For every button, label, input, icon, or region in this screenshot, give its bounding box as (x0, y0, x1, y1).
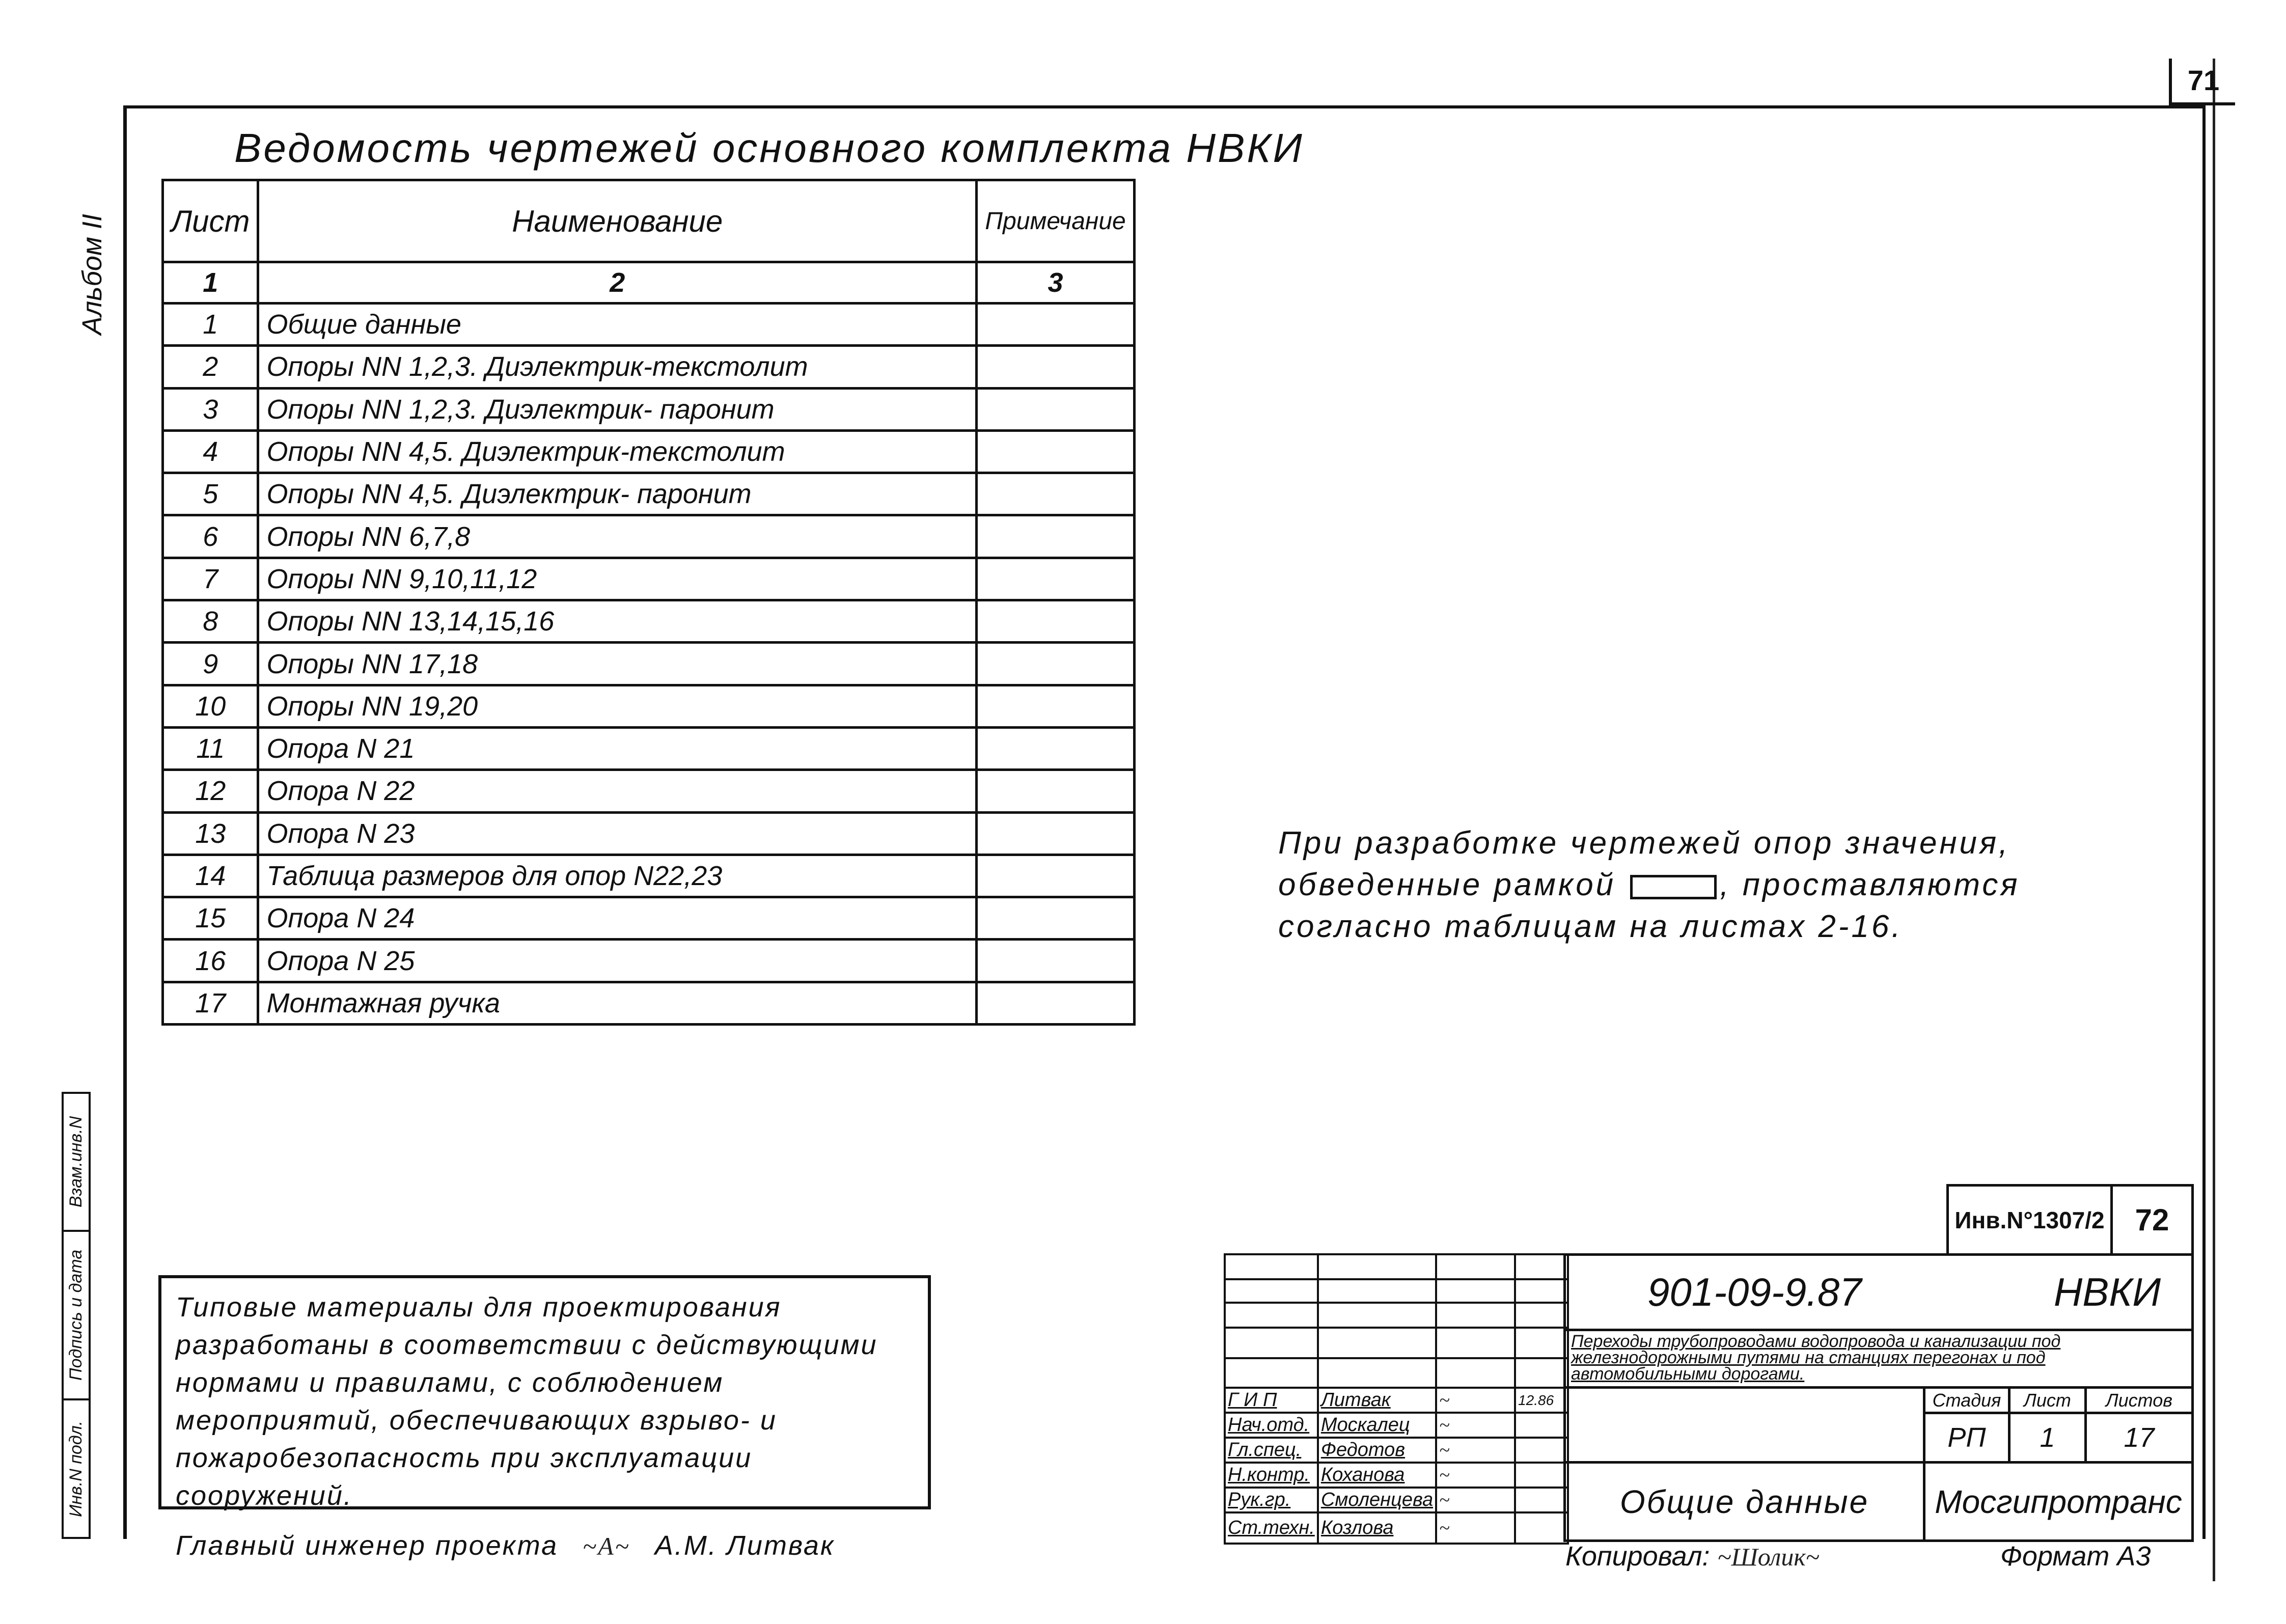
inventory-page: 72 (2110, 1184, 2194, 1256)
grid-cell (1225, 1279, 1318, 1303)
sheet-name: Опоры NN 17,18 (258, 643, 977, 685)
sheet-note (977, 685, 1135, 727)
header-sheet: Лист (163, 180, 258, 262)
sheet-number: 13 (163, 812, 258, 855)
note-fragment: , проставляются (1720, 867, 2020, 902)
col-number: 1 (163, 262, 258, 304)
sheet-note (977, 304, 1135, 346)
strip-signature: Подпись и дата (62, 1230, 91, 1400)
organization: Мосгипротранс (1923, 1461, 2194, 1542)
grid-cell (1318, 1254, 1436, 1279)
sheet-note (977, 430, 1135, 473)
grid-cell (1436, 1254, 1515, 1279)
signature: ~ (1436, 1488, 1515, 1512)
date (1515, 1413, 1568, 1438)
drawings-table (161, 179, 1136, 1026)
header-note: Примечание (977, 180, 1135, 262)
grid-cell (1515, 1328, 1568, 1358)
sheet-number: 3 (163, 388, 258, 430)
grid-cell (1436, 1279, 1515, 1303)
sheet-name: Опоры NN 9,10,11,12 (258, 558, 977, 600)
statement-box (158, 1275, 931, 1561)
role: Нач.отд. (1225, 1413, 1318, 1438)
signatory-row (1225, 1488, 1568, 1512)
sheet-number: 16 (163, 940, 258, 982)
org-code: НВКИ (2053, 1270, 2161, 1314)
date: 12.86 (1515, 1388, 1568, 1413)
signature: ~ (1436, 1413, 1515, 1438)
grid-row (1225, 1254, 1568, 1279)
sheet-note (977, 515, 1135, 558)
sheet-name: Таблица размеров для опор N22,23 (258, 855, 977, 897)
sheet-number: 1 (163, 304, 258, 346)
page-title: Ведомость чертежей основного комплекта НВКИ (234, 125, 1304, 171)
date (1515, 1438, 1568, 1463)
stage-label: Стадия (1923, 1386, 2010, 1414)
signature: ~A~ (583, 1532, 630, 1560)
sheet-value: 1 (2008, 1412, 2087, 1464)
sheet-number: 9 (163, 643, 258, 685)
sheet-name: Опора N 22 (258, 770, 977, 812)
sheet-title: Общие данные (1563, 1461, 1925, 1542)
table-row (163, 643, 1135, 685)
document-code: 901-09-9.87 (1647, 1270, 1862, 1314)
sheet-name: Опора N 23 (258, 812, 977, 855)
person-name: Федотов (1318, 1438, 1436, 1463)
grid-cell (1515, 1279, 1568, 1303)
grid-row (1225, 1358, 1568, 1388)
sheet-number: 12 (163, 770, 258, 812)
sheet-number: 5 (163, 473, 258, 515)
header-name: Наименование (258, 180, 977, 262)
table-row (163, 346, 1135, 388)
grid-cell (1515, 1254, 1568, 1279)
sheet-name: Опоры NN 1,2,3. Диэлектрик- паронит (258, 388, 977, 430)
copied-by (1565, 1540, 1820, 1572)
sheet-note (977, 855, 1135, 897)
sheet-number: 17 (163, 982, 258, 1024)
table-row (163, 855, 1135, 897)
date (1515, 1488, 1568, 1512)
table-row (163, 727, 1135, 769)
table-row (163, 940, 1135, 982)
sheet-name: Опоры NN 4,5. Диэлектрик-текстолит (258, 430, 977, 473)
signatory-row (1225, 1512, 1568, 1544)
table-row (163, 600, 1135, 643)
sheet-note (977, 388, 1135, 430)
sheet-note (977, 982, 1135, 1024)
person-name: Смоленцева (1318, 1488, 1436, 1512)
date (1515, 1512, 1568, 1544)
sheet-label: Лист (2008, 1386, 2087, 1414)
sheet-name: Опора N 21 (258, 727, 977, 769)
sheet-note (977, 812, 1135, 855)
grid-cell (1436, 1303, 1515, 1328)
sheet-number: 8 (163, 600, 258, 643)
grid-cell (1515, 1303, 1568, 1328)
table-row (163, 473, 1135, 515)
album-label: Альбом II (77, 214, 107, 335)
statement-text: Типовые материалы для проектирования разработаны в соответствии с действующими нормами и правилами, с соблюдением мероприятий, обеспечивающих взрыво- и пожаробезопасность при эксплуатации сооружений. (176, 1292, 878, 1511)
grid-cell (1436, 1358, 1515, 1388)
grid-cell (1318, 1358, 1436, 1388)
person-name: Коханова (1318, 1463, 1436, 1488)
person-name: Литвак (1318, 1388, 1436, 1413)
person-name: Козлова (1318, 1512, 1436, 1544)
grid-cell (1436, 1328, 1515, 1358)
sheet-note (977, 897, 1135, 940)
grid-cell (1318, 1303, 1436, 1328)
sheet-note (977, 473, 1135, 515)
signature: ~ (1436, 1438, 1515, 1463)
role: Гл.спец. (1225, 1438, 1318, 1463)
table-row (163, 304, 1135, 346)
sheet-number: 10 (163, 685, 258, 727)
signatures-grid (1224, 1253, 1569, 1545)
signer-name: А.М. Литвак (654, 1530, 835, 1561)
table-row (163, 685, 1135, 727)
role: Ст.техн. (1225, 1512, 1318, 1544)
table-header (163, 180, 1135, 262)
grid-cell (1225, 1254, 1318, 1279)
frame-symbol (1630, 875, 1717, 899)
person-name: Москалец (1318, 1413, 1436, 1438)
sheet-name: Опора N 25 (258, 940, 977, 982)
role: Н.контр. (1225, 1463, 1318, 1488)
grid-row (1225, 1303, 1568, 1328)
sheet-note (977, 770, 1135, 812)
grid-cell (1225, 1303, 1318, 1328)
blank-cell (1563, 1386, 1925, 1464)
grid-row (1225, 1328, 1568, 1358)
page-number-top: 71 (2169, 59, 2235, 105)
sheet-number: 2 (163, 346, 258, 388)
signatory-row (1225, 1463, 1568, 1488)
copier-signature: ~Шолик~ (1717, 1543, 1820, 1571)
sheet-note (977, 558, 1135, 600)
sheets-label: Листов (2084, 1386, 2194, 1414)
table-row (163, 558, 1135, 600)
sheet-name: Общие данные (258, 304, 977, 346)
column-numbers (163, 262, 1135, 304)
signatory-row (1225, 1388, 1568, 1413)
sheet-number: 11 (163, 727, 258, 769)
signatory-row (1225, 1413, 1568, 1438)
grid-cell (1318, 1279, 1436, 1303)
signature: ~ (1436, 1463, 1515, 1488)
sheet-name: Опора N 24 (258, 897, 977, 940)
grid-row (1225, 1279, 1568, 1303)
signatory-row (1225, 1438, 1568, 1463)
sheet-number: 15 (163, 897, 258, 940)
table-row (163, 897, 1135, 940)
sheet-number: 4 (163, 430, 258, 473)
sheet-number: 14 (163, 855, 258, 897)
document-code-cell (1563, 1253, 2194, 1331)
role: Рук.гр. (1225, 1488, 1318, 1512)
date (1515, 1463, 1568, 1488)
table-row (163, 770, 1135, 812)
sheet-number: 6 (163, 515, 258, 558)
sheet-name: Опоры NN 1,2,3. Диэлектрик-текстолит (258, 346, 977, 388)
format-label: Формат А3 (2000, 1541, 2151, 1572)
table-row (163, 812, 1135, 855)
sheet-name: Опоры NN 4,5. Диэлектрик- паронит (258, 473, 977, 515)
sheet-name: Опоры NN 19,20 (258, 685, 977, 727)
note-line (1278, 864, 2020, 906)
sheet-name: Опоры NN 6,7,8 (258, 515, 977, 558)
signature: ~ (1436, 1388, 1515, 1413)
grid-cell (1318, 1328, 1436, 1358)
strip-inventory: Инв.N подл. (62, 1398, 91, 1539)
table-row (163, 388, 1135, 430)
signature: ~ (1436, 1512, 1515, 1544)
stage-value: РП (1923, 1412, 2010, 1464)
sheet-note (977, 727, 1135, 769)
sheet-note (977, 940, 1135, 982)
grid-cell (1225, 1358, 1318, 1388)
right-border-line (2213, 59, 2215, 1581)
sheet-note (977, 643, 1135, 685)
note-fragment: обведенные рамкой (1278, 867, 1616, 902)
grid-cell (1515, 1358, 1568, 1388)
strip-replacement: Взам.инв.N (62, 1092, 91, 1232)
signer-label: Главный инженер проекта (176, 1530, 559, 1561)
sheet-name: Опоры NN 13,14,15,16 (258, 600, 977, 643)
sheets-value: 17 (2084, 1412, 2194, 1464)
table-row (163, 982, 1135, 1024)
inventory-number: Инв.N°1307/2 (1946, 1184, 2113, 1256)
table-row (163, 430, 1135, 473)
table-row (163, 515, 1135, 558)
col-number: 3 (977, 262, 1135, 304)
note-text (1278, 822, 2020, 948)
copied-label: Копировал: (1565, 1541, 1710, 1572)
sheet-note (977, 346, 1135, 388)
note-line: согласно таблицам на листах 2-16. (1278, 909, 1903, 944)
sheet-note (977, 600, 1135, 643)
project-description: Переходы трубопроводами водопровода и канализации под железнодорожными путями на станциях перегонах и под автомобильными дорогами. (1563, 1329, 2194, 1389)
grid-cell (1225, 1328, 1318, 1358)
role: Г И П (1225, 1388, 1318, 1413)
sheet-name: Монтажная ручка (258, 982, 977, 1024)
note-line: При разработке чертежей опор значения, (1278, 825, 2010, 861)
sheet-number: 7 (163, 558, 258, 600)
col-number: 2 (258, 262, 977, 304)
